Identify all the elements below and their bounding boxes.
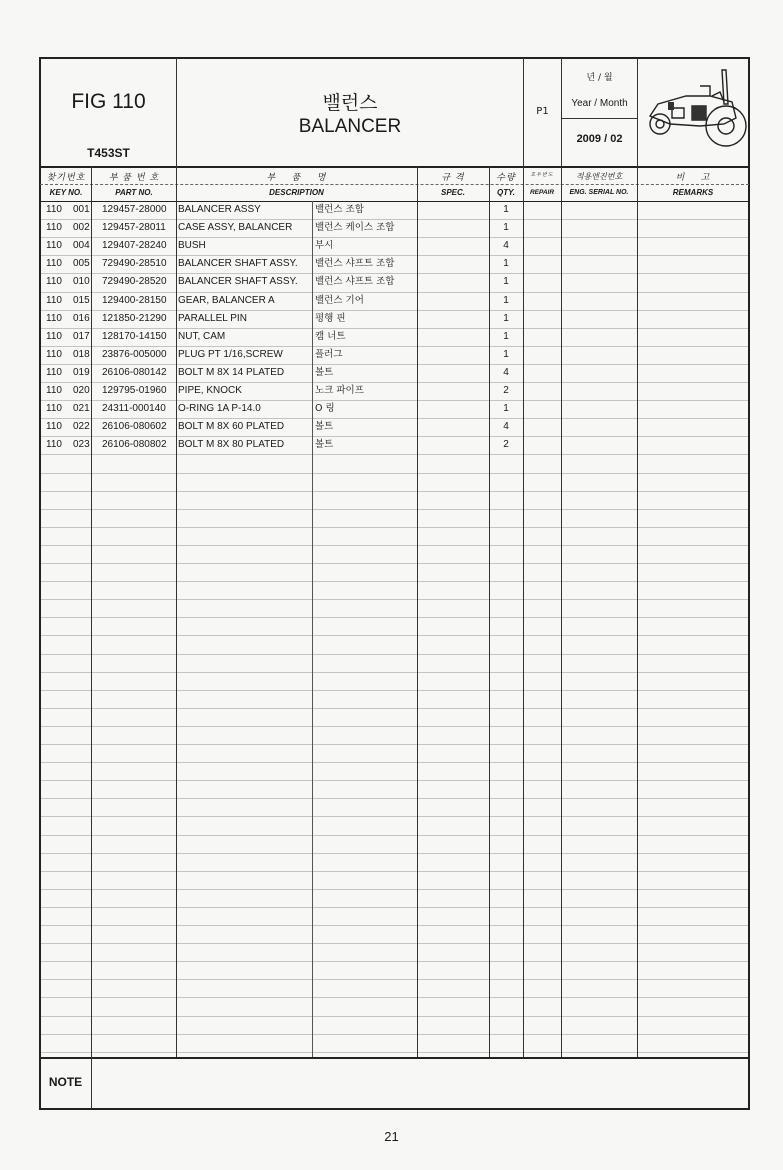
header-divider — [637, 58, 638, 166]
page-title-korean: 밸런스 — [322, 92, 378, 114]
table-rule-line — [41, 545, 748, 546]
table-rule-line — [41, 943, 748, 944]
table-row — [0, 384, 783, 402]
column-header-part-korean: 부 품 번 호 — [108, 173, 160, 183]
key-number-cell: 004 — [73, 240, 90, 251]
table-row — [0, 402, 783, 420]
part-number-cell: 121850-21290 — [102, 313, 167, 324]
quantity-cell: 4 — [503, 421, 509, 432]
table-rule-line — [41, 1034, 748, 1035]
note-label: NOTE — [48, 1075, 83, 1089]
table-rule-line — [41, 853, 748, 854]
description-cell: BUSH — [178, 240, 206, 251]
key-fig-cell: 110 — [46, 258, 62, 269]
page-number: 21 — [384, 1129, 399, 1144]
issue-date: 2009 / 02 — [576, 133, 623, 145]
description-korean-cell: 캠 너트 — [315, 331, 346, 342]
table-rule-line — [41, 961, 748, 962]
table-rule-line — [41, 708, 748, 709]
header-divider — [561, 118, 637, 119]
quantity-cell: 2 — [503, 439, 509, 450]
table-row — [0, 257, 783, 275]
description-cell: BALANCER ASSY — [178, 204, 261, 215]
column-header-key: KEY NO. — [49, 188, 83, 197]
description-korean-cell: 밸런스 샤프트 조합 — [315, 276, 395, 287]
part-number-cell: 129795-01960 — [102, 385, 167, 396]
key-number-cell: 016 — [73, 313, 90, 324]
table-rule-line — [41, 599, 748, 600]
table-rule-line — [41, 925, 748, 926]
key-number-cell: 018 — [73, 349, 90, 360]
table-row — [0, 239, 783, 257]
description-cell: BOLT M 8X 60 PLATED — [178, 421, 285, 432]
table-rule-line — [41, 889, 748, 890]
quantity-cell: 4 — [503, 367, 509, 378]
description-korean-cell: 볼트 — [315, 421, 334, 432]
description-cell: CASE ASSY, BALANCER — [178, 222, 293, 233]
column-header-remarks: REMARKS — [672, 188, 714, 197]
column-header-divider — [40, 184, 749, 185]
table-rule-line — [41, 798, 748, 799]
year-month-label: Year / Month — [571, 98, 628, 109]
description-korean-cell: 부시 — [315, 240, 334, 251]
key-fig-cell: 110 — [46, 403, 62, 414]
page-label: P1 — [536, 106, 549, 117]
column-header-spec: SPEC. — [440, 188, 465, 197]
part-number-cell: 729490-28510 — [102, 258, 167, 269]
table-rule-line — [41, 997, 748, 998]
key-number-cell: 019 — [73, 367, 90, 378]
table-rule-line — [41, 635, 748, 636]
table-row — [0, 348, 783, 366]
description-korean-cell: O 링 — [315, 403, 335, 414]
key-number-cell: 001 — [73, 204, 90, 215]
table-row — [0, 438, 783, 456]
column-header-repair: REPAIR — [529, 189, 555, 196]
key-fig-cell: 110 — [46, 349, 62, 360]
description-cell: PIPE, KNOCK — [178, 385, 242, 396]
table-row — [0, 294, 783, 312]
part-number-cell: 26106-080802 — [102, 439, 167, 450]
description-cell: NUT, CAM — [178, 331, 226, 342]
table-rule-line — [41, 1052, 748, 1053]
key-fig-cell: 110 — [46, 385, 62, 396]
key-fig-cell: 110 — [46, 367, 62, 378]
column-header-description-korean: 부 품 명 — [266, 173, 327, 183]
table-row — [0, 203, 783, 221]
table-rule-line — [41, 726, 748, 727]
quantity-cell: 4 — [503, 240, 509, 251]
key-number-cell: 010 — [73, 276, 90, 287]
quantity-cell: 1 — [503, 258, 509, 269]
key-number-cell: 002 — [73, 222, 90, 233]
description-korean-cell: 밸런스 샤프트 조합 — [315, 258, 395, 269]
table-rule-line — [41, 816, 748, 817]
figure-number: FIG 110 — [71, 90, 146, 113]
table-row — [0, 221, 783, 239]
table-row — [0, 366, 783, 384]
key-number-cell: 023 — [73, 439, 90, 450]
tractor-icon — [640, 62, 747, 162]
column-header-serial-korean: 적용엔진번호 — [575, 172, 623, 181]
quantity-cell: 1 — [503, 313, 509, 324]
header-bottom-line — [40, 166, 749, 168]
part-number-cell: 129407-28240 — [102, 240, 167, 251]
table-rule-line — [41, 581, 748, 582]
column-header-bottom-line — [40, 201, 749, 202]
key-fig-cell: 110 — [46, 439, 62, 450]
table-rule-line — [41, 563, 748, 564]
part-number-cell: 128170-14150 — [102, 331, 167, 342]
table-row — [0, 275, 783, 293]
key-fig-cell: 110 — [46, 222, 62, 233]
part-number-cell: 129457-28000 — [102, 204, 167, 215]
description-korean-cell: 평행 핀 — [315, 313, 346, 324]
column-header-description: DESCRIPTION — [269, 188, 324, 197]
key-number-cell: 005 — [73, 258, 90, 269]
column-header-key-korean: 찾기번호 — [46, 173, 86, 183]
quantity-cell: 1 — [503, 222, 509, 233]
table-rule-line — [41, 979, 748, 980]
part-number-cell: 129400-28150 — [102, 295, 167, 306]
table-rule-line — [41, 762, 748, 763]
table-rule-line — [41, 907, 748, 908]
description-cell: PLUG PT 1/16,SCREW — [178, 349, 283, 360]
quantity-cell: 1 — [503, 349, 509, 360]
description-cell: BOLT M 8X 14 PLATED — [178, 367, 285, 378]
description-korean-cell: 밸런스 기어 — [315, 295, 364, 306]
column-header-repair-korean: 호우반도 — [530, 172, 554, 178]
column-header-spec-korean: 규 격 — [441, 173, 465, 183]
key-fig-cell: 110 — [46, 276, 62, 287]
column-header-qty-korean: 수량 — [496, 173, 516, 183]
description-cell: BALANCER SHAFT ASSY. — [178, 258, 298, 269]
table-rule-line — [41, 527, 748, 528]
page-title: BALANCER — [298, 116, 402, 137]
tractor-illustration — [640, 62, 747, 162]
description-korean-cell: 볼트 — [315, 367, 334, 378]
description-korean-cell: 밸런스 케이스 조합 — [315, 222, 395, 233]
table-rule-line — [41, 617, 748, 618]
column-header-qty: QTY. — [497, 188, 515, 197]
quantity-cell: 1 — [503, 403, 509, 414]
table-rule-line — [41, 780, 748, 781]
quantity-cell: 1 — [503, 276, 509, 287]
part-number-cell: 26106-080602 — [102, 421, 167, 432]
key-fig-cell: 110 — [46, 331, 62, 342]
table-row — [0, 312, 783, 330]
column-header-remarks-korean: 비 고 — [675, 173, 711, 183]
description-korean-cell: 플러그 — [315, 349, 343, 360]
table-rule-line — [41, 690, 748, 691]
table-rule-line — [41, 654, 748, 655]
quantity-cell: 2 — [503, 385, 509, 396]
key-fig-cell: 110 — [46, 204, 62, 215]
description-cell: PARALLEL PIN — [178, 313, 247, 324]
table-row — [0, 420, 783, 438]
key-fig-cell: 110 — [46, 240, 62, 251]
description-cell: BALANCER SHAFT ASSY. — [178, 276, 298, 287]
column-header-serial: ENG. SERIAL NO. — [569, 189, 629, 196]
model-number: T453ST — [87, 146, 130, 160]
column-header-part: PART NO. — [115, 188, 153, 197]
table-rule-line — [41, 1016, 748, 1017]
part-number-cell: 129457-28011 — [102, 222, 166, 233]
part-number-cell: 729490-28520 — [102, 276, 167, 287]
description-cell: GEAR, BALANCER A — [178, 295, 275, 306]
key-number-cell: 021 — [73, 403, 90, 414]
quantity-cell: 1 — [503, 204, 509, 215]
key-number-cell: 022 — [73, 421, 90, 432]
table-rule-line — [41, 491, 748, 492]
key-fig-cell: 110 — [46, 295, 62, 306]
description-korean-cell: 볼트 — [315, 439, 334, 450]
note-divider — [91, 1057, 92, 1109]
description-korean-cell: 노크 파이프 — [315, 385, 364, 396]
table-rule-line — [41, 871, 748, 872]
table-rule-line — [41, 473, 748, 474]
key-fig-cell: 110 — [46, 421, 62, 432]
description-cell: O-RING 1A P-14.0 — [178, 403, 261, 414]
key-number-cell: 017 — [73, 331, 90, 342]
quantity-cell: 1 — [503, 295, 509, 306]
key-number-cell: 015 — [73, 295, 90, 306]
key-number-cell: 020 — [73, 385, 90, 396]
part-number-cell: 26106-080142 — [102, 367, 167, 378]
part-number-cell: 23876-005000 — [102, 349, 167, 360]
table-row — [0, 330, 783, 348]
quantity-cell: 1 — [503, 331, 509, 342]
note-top-line — [40, 1057, 749, 1059]
table-rule-line — [41, 672, 748, 673]
part-number-cell: 24311-000140 — [102, 403, 166, 414]
table-rule-line — [41, 509, 748, 510]
table-rule-line — [41, 835, 748, 836]
table-rule-line — [41, 744, 748, 745]
description-korean-cell: 밸런스 조합 — [315, 204, 364, 215]
description-cell: BOLT M 8X 80 PLATED — [178, 439, 285, 450]
key-fig-cell: 110 — [46, 313, 62, 324]
year-month-label-korean: 년 / 월 — [586, 73, 613, 83]
